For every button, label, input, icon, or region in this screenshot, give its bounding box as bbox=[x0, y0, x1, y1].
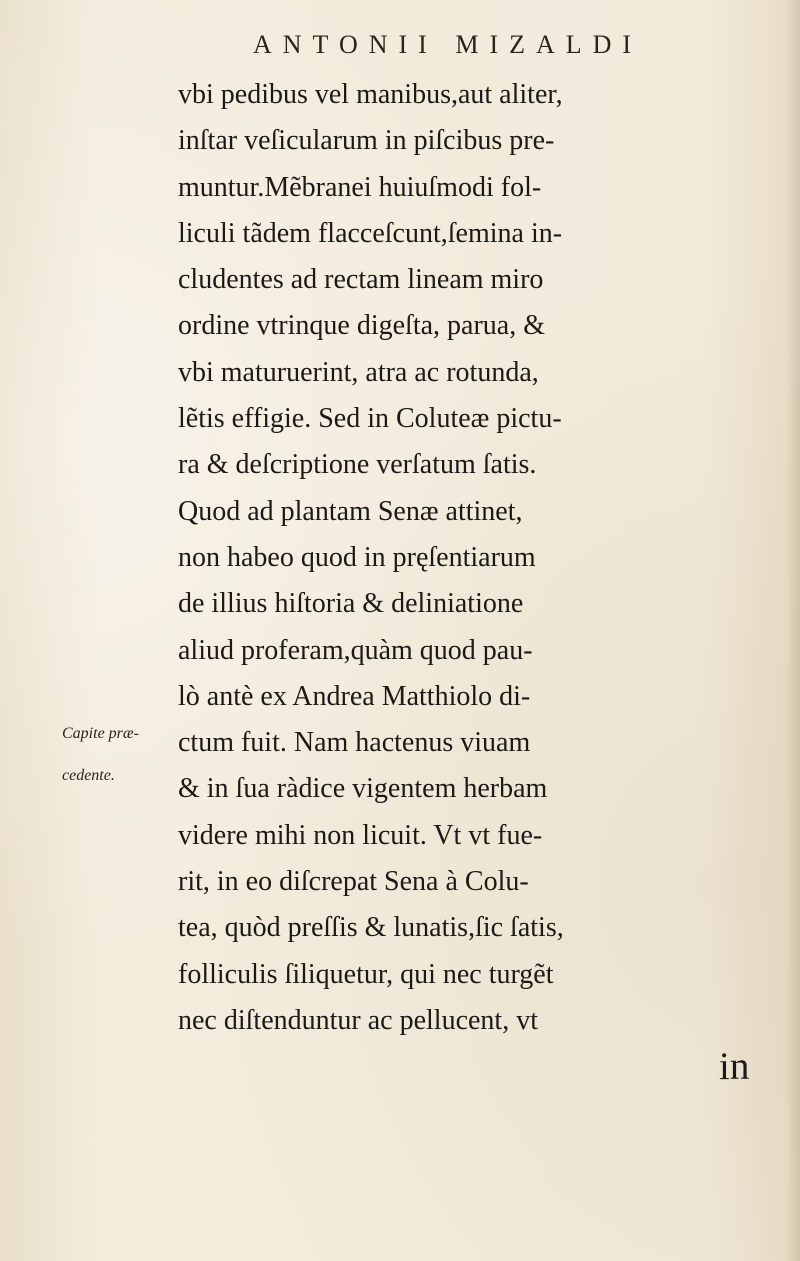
text-line: cludentes ad rectam lineam miro bbox=[178, 264, 544, 296]
catchword: in bbox=[719, 1045, 750, 1089]
text-line: ctum fuit. Nam hactenus viuam bbox=[178, 727, 531, 759]
marginal-note-line: Capite præ- bbox=[62, 725, 139, 742]
page-edge bbox=[786, 0, 800, 1261]
text-line: vbi pedibus vel manibus,aut aliter, bbox=[178, 79, 563, 110]
text-line: lò antè ex Andrea Matthiolo di- bbox=[178, 680, 531, 712]
text-line: ordine vtrinque digeſta, parua, & bbox=[178, 310, 545, 342]
text-line: tea, quòd preſſis & lunatis,ſic ſatis, bbox=[178, 912, 564, 944]
text-line: & in ſua ràdice vigentem herbam bbox=[178, 773, 548, 805]
text-line: ra & deſcriptione verſatum ſatis. bbox=[178, 449, 537, 481]
marginal-note bbox=[62, 713, 177, 797]
text-line: Quod ad plantam Senæ attinet, bbox=[178, 495, 523, 527]
text-line: lẽtis effigie. Sed in Coluteæ pictu- bbox=[178, 403, 562, 435]
text-line: nec diſtenduntur ac pellucent, vt bbox=[178, 1004, 538, 1036]
text-line: aliud proferam,quàm quod pau- bbox=[178, 634, 533, 666]
text-line: vbi maturuerint, atra ac rotunda, bbox=[178, 356, 539, 388]
text-line: inſtar veſicularum in piſcibus pre- bbox=[178, 125, 555, 157]
text-line: de illius hiſtoria & deliniatione bbox=[178, 588, 524, 620]
marginal-note-line: cedente. bbox=[62, 767, 115, 784]
text-line: non habeo quod in pręſentiarum bbox=[178, 541, 536, 573]
text-line: liculi tãdem flacceſcunt,ſemina in- bbox=[178, 217, 563, 249]
text-line: muntur.Mẽbranei huiuſmodi fol- bbox=[178, 171, 542, 203]
body-text bbox=[178, 72, 778, 1091]
text-line: rit, in eo diſcrepat Sena à Colu- bbox=[178, 866, 529, 898]
text-line: videre mihi non licuit. Vt vt fue- bbox=[178, 819, 543, 851]
running-head: ANTONII MIZALDI bbox=[253, 30, 643, 59]
text-line: folliculis ſiliquetur, qui nec turgẽt bbox=[178, 958, 554, 990]
